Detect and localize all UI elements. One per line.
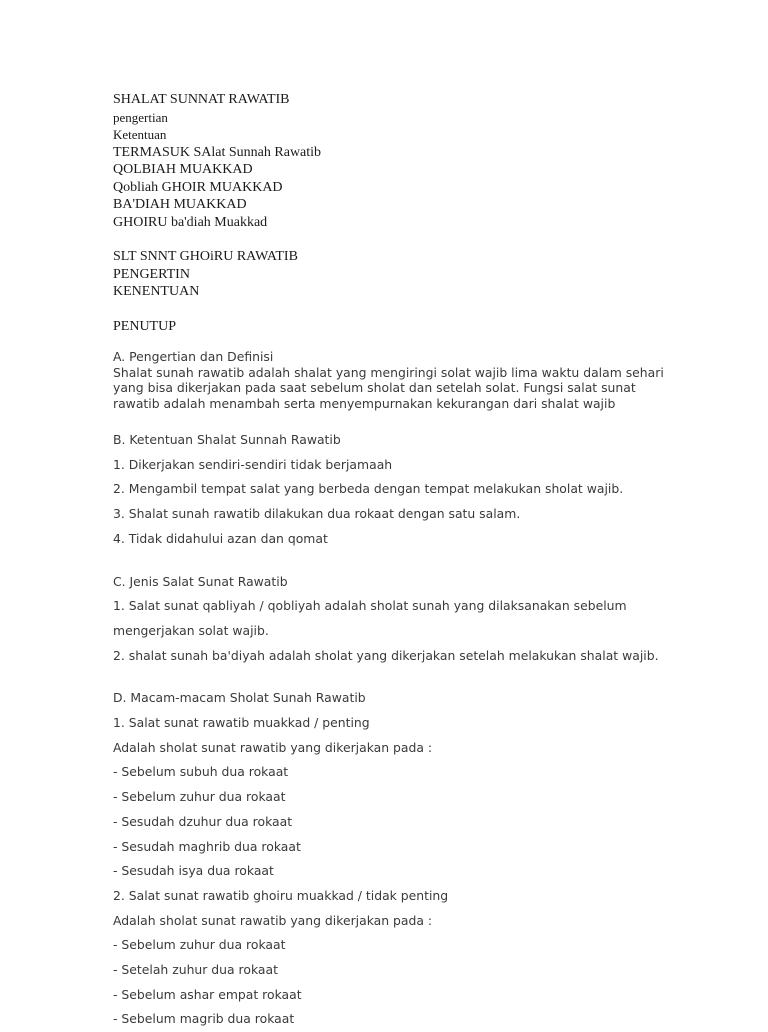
- outline-qobliah-ghoir: Qobliah GHOIR MUAKKAD: [113, 179, 283, 195]
- list-item: - Sebelum magrib dua rokaat: [113, 1011, 295, 1027]
- document-title: SHALAT SUNNAT RAWATIB: [113, 92, 290, 107]
- list-item: Adalah sholat sunat rawatib yang dikerjakan pada :: [113, 739, 433, 755]
- list-item: - Sesudah dzuhur dua rokaat: [113, 813, 293, 829]
- section-a: [113, 349, 664, 411]
- outline-qolbiah-muakkad: QOLBIAH MUAKKAD: [113, 162, 253, 177]
- outline-kenentuan: KENENTUAN: [113, 284, 200, 299]
- section-d-heading: D. Macam-macam Sholat Sunah Rawatib: [113, 690, 366, 706]
- list-item: 3. Shalat sunah rawatib dilakukan dua rokaat dengan satu salam.: [113, 506, 521, 522]
- section-c-heading: C. Jenis Salat Sunat Rawatib: [113, 573, 288, 589]
- section-a-line: yang bisa dikerjakan pada saat sebelum sholat dan setelah solat. Fungsi salat sunat: [113, 380, 636, 395]
- outline-block: [113, 91, 653, 335]
- list-item: 2. Mengambil tempat salat yang berbeda dengan tempat melakukan sholat wajib.: [113, 481, 624, 497]
- outline-ketentuan: Ketentuan: [113, 127, 167, 142]
- section-b: [113, 428, 653, 552]
- outline-penutup: PENUTUP: [113, 318, 177, 334]
- outline-slt-title: SLT SNNT GHOiRU RAWATIB: [113, 249, 298, 264]
- list-item: - Sebelum ashar empat rokaat: [113, 986, 302, 1002]
- list-item: - Sesudah isya dua rokaat: [113, 863, 274, 879]
- outline-pengertin: PENGERTIN: [113, 266, 190, 282]
- outline-pengertian: pengertian: [113, 109, 168, 125]
- outline-termasuk: TERMASUK SAlat Sunnah Rawatib: [113, 144, 322, 160]
- section-b-heading: B. Ketentuan Shalat Sunnah Rawatib: [113, 432, 341, 447]
- list-item: - Setelah zuhur dua rokaat: [113, 962, 278, 978]
- list-item: mengerjakan solat wajib.: [113, 622, 269, 638]
- outline-badiah-muakkad: BA'DIAH MUAKKAD: [113, 197, 247, 212]
- list-item: - Sebelum zuhur dua rokaat: [113, 789, 286, 805]
- list-item: 4. Tidak didahului azan dan qomat: [113, 530, 328, 546]
- list-item: 1. Dikerjakan sendiri-sendiri tidak berjamaah: [113, 456, 393, 472]
- list-item: 1. Salat sunat qabliyah / qobliyah adalah sholat sunah yang dilaksanakan sebelum: [113, 598, 627, 614]
- section-d: [113, 686, 653, 1032]
- spacer: [113, 231, 653, 248]
- section-a-heading: A. Pengertian dan Definisi: [113, 349, 274, 364]
- list-item: - Sebelum subuh dua rokaat: [113, 764, 289, 780]
- section-a-line: rawatib adalah menambah serta menyempurnakan kekurangan dari shalat wajib: [113, 395, 616, 411]
- section-c: [113, 570, 659, 669]
- outline-ghoiru-badiah: GHOIRU ba'diah Muakkad: [113, 214, 268, 230]
- list-item: - Sesudah maghrib dua rokaat: [113, 838, 301, 854]
- list-item: 1. Salat sunat rawatib muakkad / penting: [113, 715, 370, 731]
- list-item: 2. shalat sunah ba'diyah adalah sholat yang dikerjakan setelah melakukan shalat wajib.: [113, 647, 659, 663]
- list-item: 2. Salat sunat rawatib ghoiru muakkad / tidak penting: [113, 887, 449, 903]
- list-item: - Sebelum zuhur dua rokaat: [113, 937, 286, 953]
- list-item: Adalah sholat sunat rawatib yang dikerjakan pada :: [113, 912, 433, 928]
- section-a-line: Shalat sunah rawatib adalah shalat yang mengiringi solat wajib lima waktu dalam sehari: [113, 364, 664, 380]
- spacer: [113, 301, 653, 318]
- document-page: [113, 91, 664, 1032]
